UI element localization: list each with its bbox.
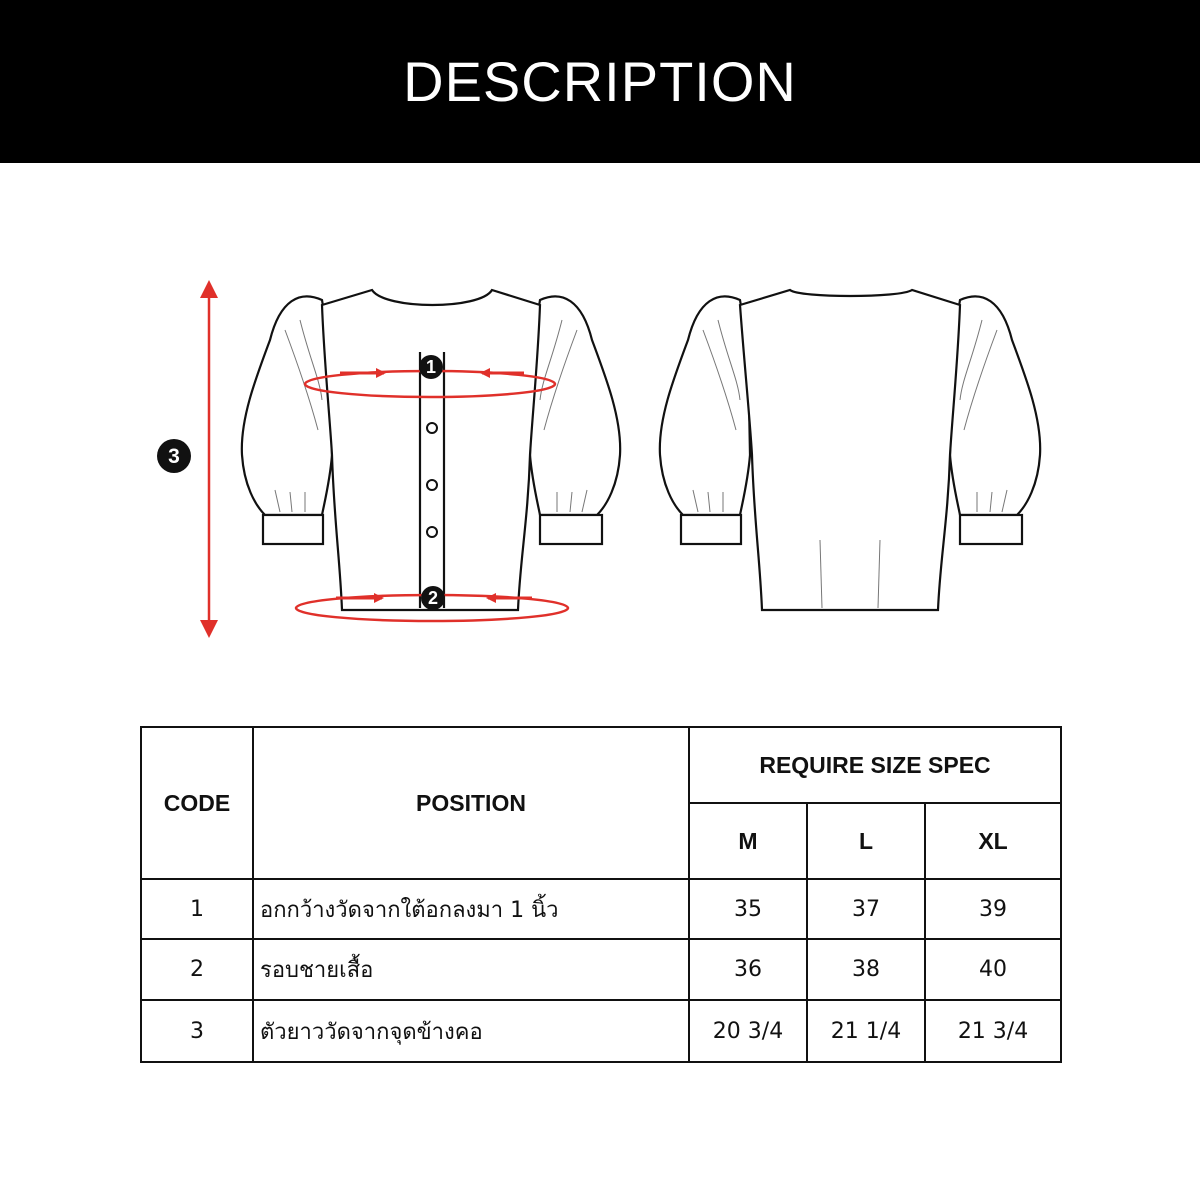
back-left-cuff: [681, 515, 741, 544]
back-left-sleeve: [660, 296, 750, 515]
row-position: ตัวยาววัดจากจุดข้างคอ: [253, 1000, 689, 1062]
button: [427, 423, 437, 433]
row-value-l: 38: [807, 939, 925, 1000]
back-view: [660, 290, 1040, 610]
svg-text:3: 3: [168, 445, 180, 468]
marker-3: [157, 439, 191, 473]
size-header-m: M: [689, 803, 807, 879]
marker-2: [421, 586, 445, 610]
code-header: CODE: [141, 727, 253, 879]
front-left-cuff: [263, 515, 323, 544]
row-position: รอบชายเสื้อ: [253, 939, 689, 1000]
row-value-xl: 39: [925, 879, 1061, 939]
front-body: [322, 290, 540, 610]
button: [427, 527, 437, 537]
front-left-sleeve: [242, 296, 332, 515]
back-right-cuff: [960, 515, 1022, 544]
row-value-xl: 21 3/4: [925, 1000, 1061, 1062]
front-right-sleeve: [530, 296, 620, 515]
row-value-m: 35: [689, 879, 807, 939]
row-code: 3: [141, 1000, 253, 1062]
position-header: POSITION: [253, 727, 689, 879]
table-row: [141, 1000, 1061, 1062]
back-body: [740, 290, 960, 610]
size-header-xl: XL: [925, 803, 1061, 879]
front-right-cuff: [540, 515, 602, 544]
table-row: [141, 939, 1061, 1000]
row-position: อกกว้างวัดจากใต้อกลงมา 1 นิ้ว: [253, 879, 689, 939]
svg-text:2: 2: [427, 588, 439, 608]
row-code: 2: [141, 939, 253, 1000]
row-value-l: 37: [807, 879, 925, 939]
header-bar: [0, 0, 1200, 163]
row-value-m: 20 3/4: [689, 1000, 807, 1062]
svg-text:1: 1: [425, 357, 437, 377]
row-value-m: 36: [689, 939, 807, 1000]
back-right-sleeve: [950, 296, 1040, 515]
size-spec-table: [140, 726, 1062, 1063]
table-row: [141, 879, 1061, 939]
front-view: [242, 290, 620, 610]
button: [427, 480, 437, 490]
size-header-l: L: [807, 803, 925, 879]
row-value-xl: 40: [925, 939, 1061, 1000]
page-title: DESCRIPTION: [403, 50, 797, 113]
row-value-l: 21 1/4: [807, 1000, 925, 1062]
row-code: 1: [141, 879, 253, 939]
marker-1: [419, 355, 443, 379]
spec-header: REQUIRE SIZE SPEC: [689, 727, 1061, 803]
garment-diagram: [0, 270, 1200, 650]
